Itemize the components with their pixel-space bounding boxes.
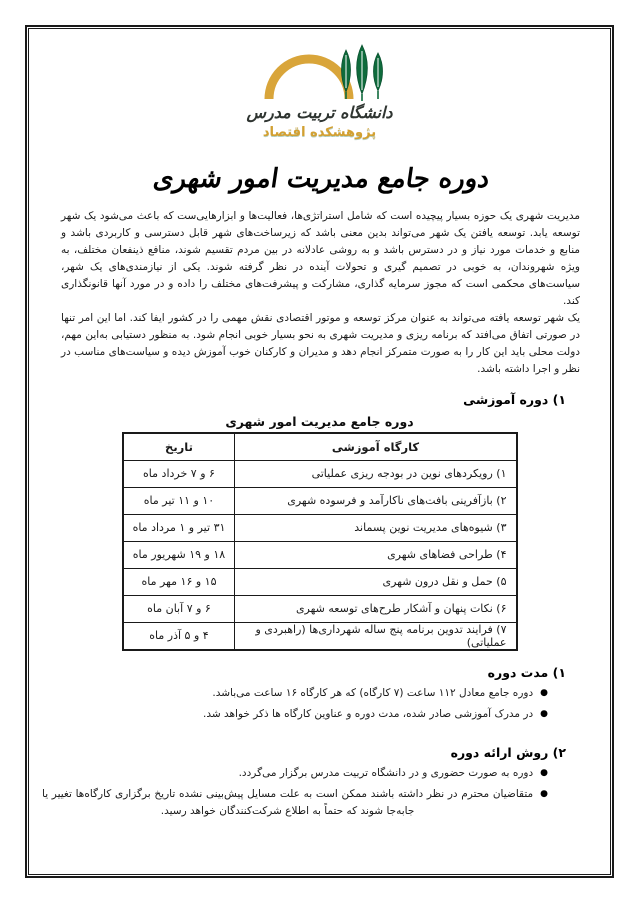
bullet-text: دوره به صورت حضوری و در دانشگاه تربیت مدرس برگزار می‌گردد. [238, 766, 534, 779]
university-logo [29, 43, 610, 140]
bullet-icon: ● [540, 708, 548, 719]
workshop-cell: ۳) شیوه‌های مدیریت نوین پسماند [235, 514, 517, 541]
page-border-inner [28, 28, 611, 875]
table-row [123, 568, 517, 595]
intro-paragraph-2: یک شهر توسعه یافته می‌تواند به عنوان مرکز توسعه و موتور اقتصادی نقش مهمی را در کشور ایفا کند. اما این امر تنها در صورتی اتفاق می‌افتد که برنامه ریزی و مدیریت شهری به نحو بسیار خوبی انجام شود. به منظور دستیابی به‌این مهم، دولت محلی باید این کار را به صورت متمرکز انجام دهد و مدیران و کارکنان خوب آموزش دیده و سیاست‌های مناسب در نظر و اجرا داشته باشد. [61, 312, 580, 375]
workshop-cell: ۱) رویکردهای نوین در بودجه ریزی عملیاتی [235, 460, 517, 487]
document-title: دوره جامع مدیریت امور شهری [150, 164, 489, 194]
date-cell: ۳۱ تیر و ۱ مرداد ماه [123, 514, 235, 541]
date-cell: ۶ و ۷ خرداد ماه [123, 460, 235, 487]
university-name: دانشگاه تربیت مدرس [246, 103, 393, 122]
course-table [122, 432, 518, 651]
list-item [42, 765, 548, 782]
workshop-cell: ۴) طراحی فضاهای شهری [235, 541, 517, 568]
bullet-text: دوره جامع معادل ۱۱۲ ساعت (۷ کارگاه) که هر کارگاه ۱۶ ساعت می‌باشد. [212, 686, 534, 699]
intro-paragraph-1: مدیریت شهری یک حوزه بسیار پیچیده است که شامل استراتژی‌ها، فعالیت‌ها و ابزارهایی‌ست که باعث می‌شود یک شهر توسعه یابد. توسعه یافتن یک شهر می‌تواند بدین معنی باشد که زیرساخت‌های شهر قابل دسترسی و کاربردی باشد و منابع و خدمات مورد نیاز و در دسترس باشد و به روشی عادلانه در بین مردم تقسیم شوند، منافع ذینفعان مختلف، به ویژه شهروندان، به خوبی در تصمیم گیری و تحولات آینده در نظر گرفته شوند. یکی از نیازمندی‌های یک شهر، سیاست‌های محکمی است که مجوز سرمایه گذاری، مشارکت و پیشرفت‌های مختلف را داده و در مورد آنها قانونگذاری کند. [61, 210, 580, 307]
table-row [123, 514, 517, 541]
table-row [123, 487, 517, 514]
university-emblem-icon [245, 43, 395, 101]
table-header-date: تاریخ [123, 433, 235, 460]
institute-name: پژوهشکده اقتصاد [262, 125, 377, 140]
date-cell: ۶ و ۷ آبان ماه [123, 595, 235, 622]
bullet-text: در مدرک آموزشی صادر شده، مدت دوره و عناوین کارگاه ها ذکر خواهد شد. [203, 707, 534, 720]
duration-bullets [69, 685, 548, 723]
intro-text [61, 208, 580, 378]
logo-arch-icon [269, 59, 349, 99]
table-row [123, 541, 517, 568]
workshop-cell: ۲) بازآفرینی بافت‌های ناکارآمد و فرسوده شهری [235, 487, 517, 514]
list-item [69, 706, 548, 723]
date-cell: ۴ و ۵ آذر ماه [123, 622, 235, 650]
bullet-icon: ● [540, 767, 548, 778]
section-heading-duration: ۱) مدت دوره [487, 664, 566, 680]
workshop-cell: ۷) فرایند تدوین برنامه پنج ساله شهرداری‌ها (راهبردی و عملیاتی) [235, 622, 517, 650]
table-row [123, 622, 517, 650]
page-content [29, 29, 610, 874]
date-cell: ۱۵ و ۱۶ مهر ماه [123, 568, 235, 595]
table-header-row [123, 433, 517, 460]
table-row [123, 460, 517, 487]
table-header-workshop: کارگاه آموزشی [235, 433, 517, 460]
page-border-outer [25, 25, 614, 878]
bullet-text: متقاضیان محترم در نظر داشته باشند ممکن است به علت مسایل پیش‌بینی نشده تاریخ برگزاری کارگاه‌ها تغییر یا جابه‌جا شوند که حتماً به اطلاع شرکت‌کنندگان خواهد رسید. [42, 787, 534, 817]
section-heading-method: ۲) روش ارائه دوره [450, 744, 566, 760]
bullet-icon: ● [540, 788, 548, 799]
date-cell: ۱۰ و ۱۱ تیر ماه [123, 487, 235, 514]
workshop-cell: ۶) نکات پنهان و آشکار طرح‌های توسعه شهری [235, 595, 517, 622]
method-bullets [42, 765, 548, 820]
table-row [123, 595, 517, 622]
list-item [69, 685, 548, 702]
workshop-cell: ۵) حمل و نقل درون شهری [235, 568, 517, 595]
course-table-title: دوره جامع مدیریت امور شهری [225, 414, 414, 429]
section-heading-course: ۱) دوره آموزشی [463, 392, 566, 407]
bullet-icon: ● [540, 687, 548, 698]
date-cell: ۱۸ و ۱۹ شهریور ماه [123, 541, 235, 568]
list-item [42, 786, 548, 820]
